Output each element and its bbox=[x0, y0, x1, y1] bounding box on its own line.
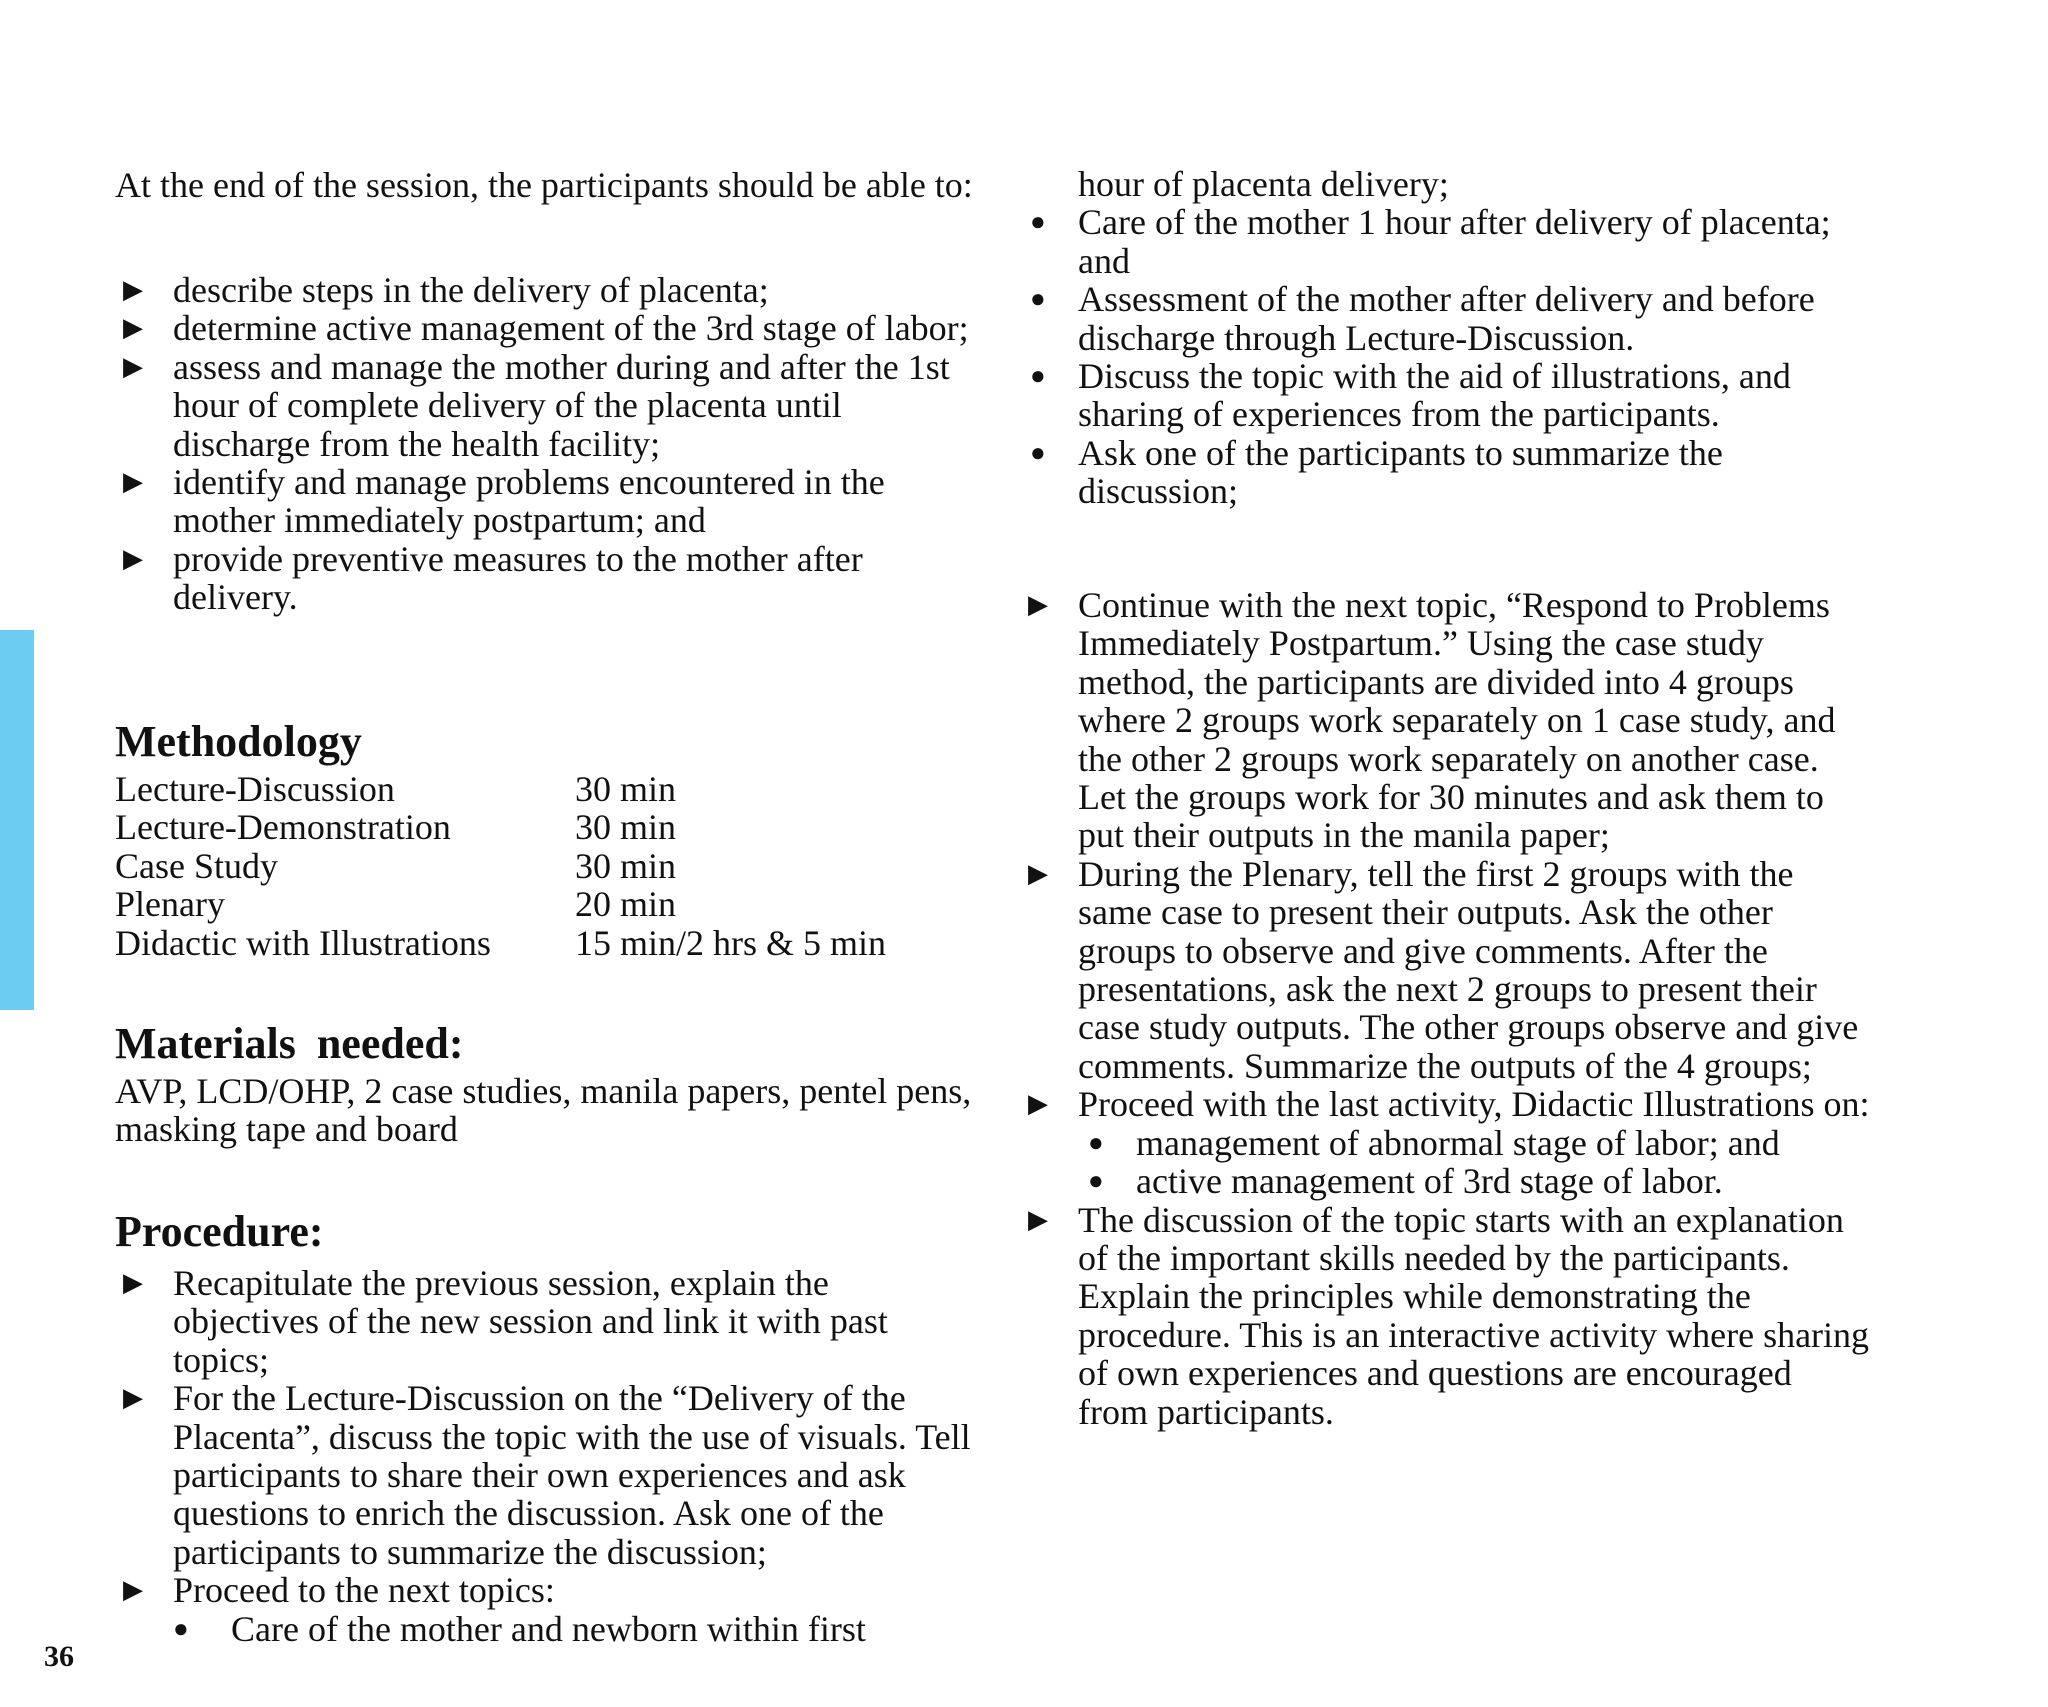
procedure-list-right bbox=[1020, 586, 1870, 1431]
objective-text: identify and manage problems encountered in the mother immediately postpartum; and bbox=[173, 462, 885, 541]
methodology-row bbox=[115, 885, 975, 923]
objective-text: determine active management of the 3rd stage of labor; bbox=[173, 308, 969, 349]
objective-text: provide preventive measures to the mother after delivery. bbox=[173, 538, 863, 618]
methodology-row bbox=[115, 770, 975, 808]
method-time: 20 min bbox=[575, 884, 677, 925]
procedure-sub-item bbox=[1020, 203, 1870, 280]
procedure-sub-item bbox=[115, 1610, 975, 1648]
procedure-text: During the Plenary, tell the first 2 groups with the same case to present their outputs. Ask the other groups to observe and give comments. After the presentations, ask the next 2 groups to present their case study outputs. The other groups observe and give comments. Summarize the outputs of the 4 groups; bbox=[1078, 853, 1859, 1086]
materials-heading: Materials needed: bbox=[115, 1019, 464, 1068]
methodology-row bbox=[115, 924, 975, 962]
triangle-bullet-icon: ▶ bbox=[123, 1575, 143, 1605]
procedure-text: The discussion of the topic starts with an explanation of the important skills needed by the participants. Explain the principles while demonstrating the procedure. This is an interactive activity where sharing of own experiences and questions are encouraged from participants. bbox=[1078, 1199, 1870, 1432]
procedure-sub-item bbox=[1020, 434, 1870, 511]
didactic-sub-item bbox=[1078, 1124, 1870, 1162]
methodology-table bbox=[115, 770, 975, 962]
triangle-bullet-icon: ▶ bbox=[123, 467, 143, 497]
method-time: 30 min bbox=[575, 845, 677, 886]
method-time: 15 min/2 hrs & 5 min bbox=[575, 922, 887, 963]
objectives-intro: At the end of the session, the participants should be able to: bbox=[115, 165, 973, 205]
method-name: Lecture-Discussion bbox=[115, 769, 395, 809]
didactic-sub-text: management of abnormal stage of labor; and bbox=[1136, 1122, 1780, 1163]
objective-text: describe steps in the delivery of placenta; bbox=[173, 270, 769, 310]
round-bullet-icon: ● bbox=[1088, 1166, 1104, 1196]
materials-text: AVP, LCD/OHP, 2 case studies, manila papers, pentel pens, masking tape and board bbox=[115, 1071, 972, 1150]
triangle-bullet-icon: ▶ bbox=[123, 313, 143, 343]
triangle-bullet-icon: ▶ bbox=[1028, 1204, 1048, 1234]
procedure-sub-item bbox=[1020, 280, 1870, 357]
round-bullet-icon: ● bbox=[1030, 284, 1046, 314]
procedure-sub-item bbox=[1020, 165, 1870, 203]
triangle-bullet-icon: ▶ bbox=[123, 543, 143, 573]
round-bullet-icon: ● bbox=[1088, 1127, 1104, 1157]
procedure-item bbox=[1020, 1085, 1870, 1200]
objective-item bbox=[115, 463, 975, 540]
triangle-bullet-icon: ▶ bbox=[123, 1383, 143, 1413]
procedure-item bbox=[1020, 1201, 1870, 1431]
round-bullet-icon: ● bbox=[1030, 437, 1046, 467]
didactic-sub-text: active management of 3rd stage of labor. bbox=[1136, 1161, 1723, 1202]
procedure-item bbox=[115, 1379, 975, 1571]
procedure-text: Proceed with the last activity, Didactic Illustrations on: bbox=[1078, 1084, 1870, 1125]
methodology-row bbox=[115, 847, 975, 885]
didactic-sub-item bbox=[1078, 1162, 1870, 1200]
methodology-heading: Methodology bbox=[115, 717, 362, 766]
objectives-list bbox=[115, 271, 975, 617]
procedure-list-left bbox=[115, 1264, 975, 1648]
procedure-sub-text: hour of placenta delivery; bbox=[1078, 164, 1449, 204]
page-number: 36 bbox=[44, 1640, 74, 1673]
method-name: Didactic with Illustrations bbox=[115, 922, 491, 963]
procedure-sub-text: Assessment of the mother after delivery and before discharge through Lecture-Discussion. bbox=[1078, 279, 1815, 358]
triangle-bullet-icon: ▶ bbox=[1028, 590, 1048, 619]
objective-item bbox=[115, 309, 975, 347]
didactic-sub-list bbox=[1078, 1124, 1870, 1201]
procedure-sub-item bbox=[1020, 357, 1870, 434]
procedure-heading: Procedure: bbox=[115, 1207, 324, 1256]
procedure-sub-list bbox=[115, 1610, 975, 1648]
method-name: Plenary bbox=[115, 884, 225, 925]
methodology-row bbox=[115, 808, 975, 846]
procedure-sub-list-continued bbox=[1020, 165, 1870, 511]
method-time: 30 min bbox=[575, 807, 677, 848]
triangle-bullet-icon: ▶ bbox=[123, 351, 143, 381]
procedure-sub-text: Discuss the topic with the aid of illustrations, and sharing of experiences from the participants. bbox=[1078, 356, 1791, 435]
method-name: Case Study bbox=[115, 845, 279, 886]
procedure-sub-text: Ask one of the participants to summarize the discussion; bbox=[1078, 432, 1723, 512]
triangle-bullet-icon: ▶ bbox=[1028, 858, 1048, 888]
objective-item bbox=[115, 271, 975, 309]
procedure-item bbox=[1020, 586, 1870, 855]
objective-item bbox=[115, 540, 975, 617]
triangle-bullet-icon: ▶ bbox=[123, 1268, 143, 1297]
triangle-bullet-icon: ▶ bbox=[1028, 1089, 1048, 1119]
procedure-item bbox=[115, 1264, 975, 1379]
procedure-text: Continue with the next topic, “Respond to Problems Immediately Postpartum.” Using the case study method, the participants are divided into 4 groups where 2 groups work separately on 1 case study, and the other 2 groups work separately on another case. Let the groups work for 30 minutes and ask them to put their outputs in the manila paper; bbox=[1078, 585, 1836, 856]
round-bullet-icon: ● bbox=[1030, 207, 1046, 237]
procedure-item bbox=[1020, 855, 1870, 1085]
procedure-sub-text: Care of the mother and newborn within first bbox=[231, 1608, 866, 1649]
procedure-sub-text: Care of the mother 1 hour after delivery of placenta; and bbox=[1078, 202, 1831, 281]
procedure-text: Proceed to the next topics: bbox=[173, 1570, 555, 1611]
page-edge-tab bbox=[0, 630, 34, 1010]
procedure-item bbox=[115, 1571, 975, 1648]
method-time: 30 min bbox=[575, 769, 677, 809]
round-bullet-icon: ● bbox=[173, 1613, 189, 1643]
procedure-text: Recapitulate the previous session, explain the objectives of the new session and link it with past topics; bbox=[173, 1263, 888, 1380]
round-bullet-icon: ● bbox=[1030, 361, 1046, 391]
procedure-text: For the Lecture-Discussion on the “Delivery of the Placenta”, discuss the topic with the use of visuals. Tell participants to share their own experiences and ask questions to enrich the discussion. Ask one of the participants to summarize the discussion; bbox=[173, 1378, 971, 1572]
method-name: Lecture-Demonstration bbox=[115, 807, 451, 848]
objective-text: assess and manage the mother during and after the 1st hour of complete delivery of the placenta until discharge from the health facility; bbox=[173, 346, 950, 464]
objective-item bbox=[115, 348, 975, 463]
triangle-bullet-icon: ▶ bbox=[123, 275, 143, 304]
